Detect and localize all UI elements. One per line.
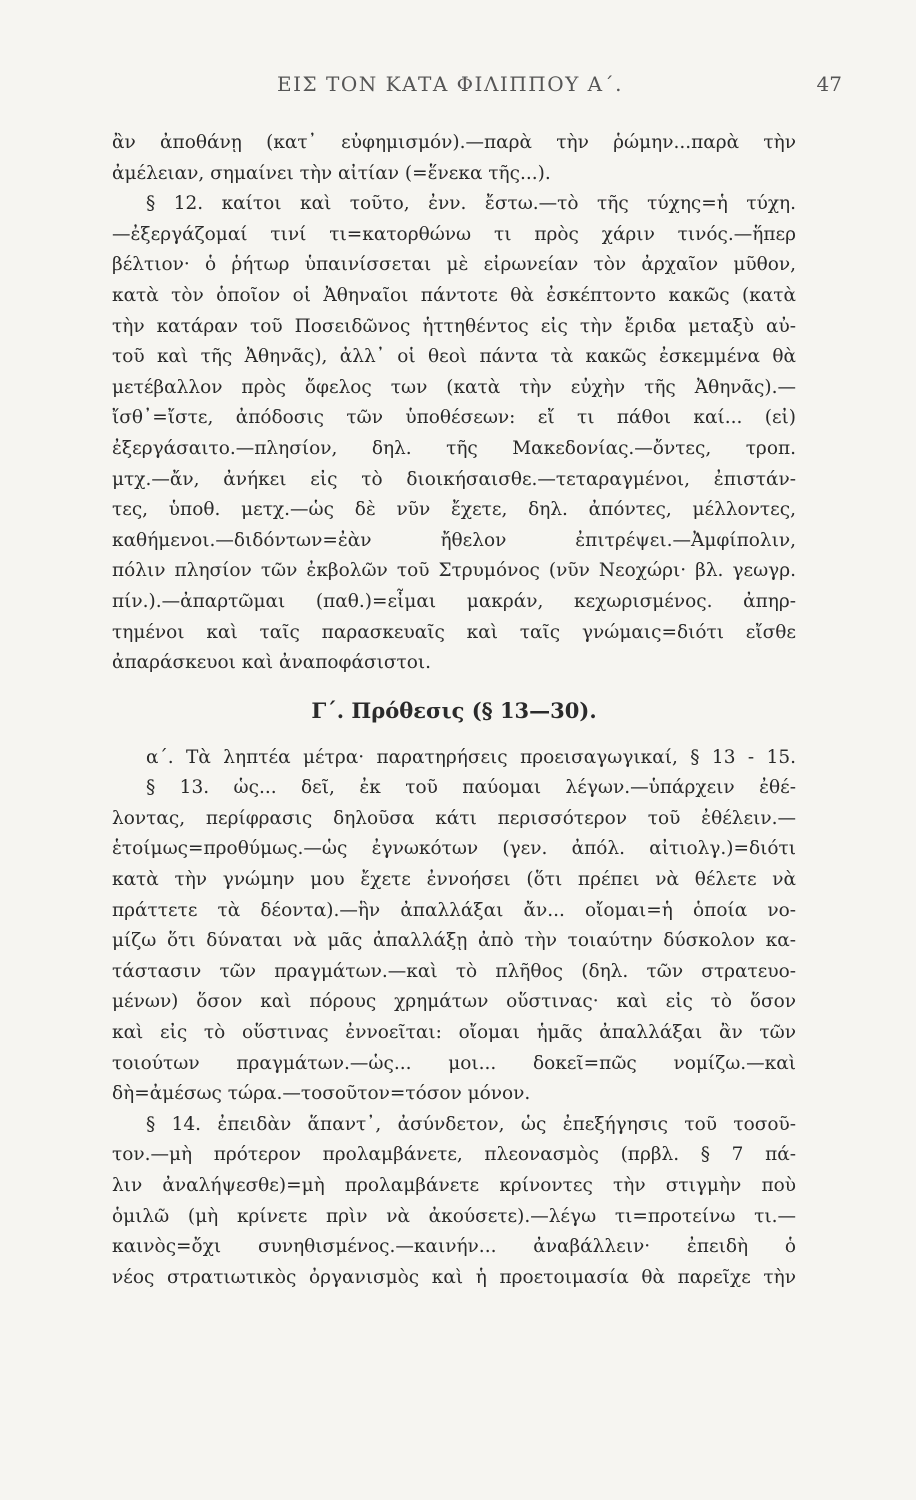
text-line: τάστασιν τῶν πραγμάτων.—καὶ τὸ πλῆθος (δηλ. τῶν στρατευο-	[112, 960, 796, 982]
text-line: πίν.).—ἀπαρτῶμαι (παθ.)=εἶμαι μακράν, κεχωρισμένος. ἀπηρ-	[112, 590, 796, 612]
paragraph-block-1	[112, 128, 796, 679]
text-line: κατὰ τὴν γνώμην μου ἔχετε ἐννοήσει (ὅτι πρέπει νὰ θέλετε νὰ	[112, 869, 796, 891]
commentary-text	[112, 128, 796, 1293]
text-line: ὁμιλῶ (μὴ κρίνετε πρὶν νὰ ἀκούσετε).—λέγω τι=προτείνω τι.—	[112, 1205, 796, 1227]
page-number: 47	[816, 72, 842, 96]
text-line: καινὸς=ὄχι συνηθισμένος.—καινήν... ἀναβάλλειν· ἐπειδὴ ὁ	[112, 1236, 796, 1258]
text-line: —ἐξεργάζομαί τινί τι=κατορθώνω τι πρὸς χάριν τινός.—ἥπερ	[112, 223, 796, 245]
text-line: α΄. Τὰ ληπτέα μέτρα· παρατηρήσεις προεισαγωγικαί, § 13 - 15.	[146, 746, 796, 768]
text-line: ἀπαράσκευοι καὶ ἀναποφάσιστοι.	[112, 652, 431, 674]
text-line: πόλιν πλησίον τῶν ἐκβολῶν τοῦ Στρυμόνος (νῦν Νεοχώρι· βλ. γεωγρ.	[112, 560, 796, 582]
text-line: βέλτιον· ὁ ῥήτωρ ὑπαινίσσεται μὲ εἰρωνείαν τὸν ἀρχαῖον μῦθον,	[112, 254, 796, 276]
text-line: ἀμέλειαν, σημαίνει τὴν αἰτίαν (=ἕνεκα τῆς...).	[112, 162, 551, 184]
text-line: ἂν ἀποθάνῃ (κατ᾽ εὐφημισμόν).—παρὰ τὴν ῥώμην...παρὰ τὴν	[112, 132, 796, 153]
text-line: νέος στρατιωτικὸς ὀργανισμὸς καὶ ἡ προετοιμασία θὰ παρεῖχε τὴν	[112, 1266, 796, 1288]
text-line: πράττετε τὰ δέοντα).—ἣν ἀπαλλάξαι ἄν... οἴομαι=ἡ ὁποία νο-	[112, 899, 796, 921]
text-line: καθήμενοι.—διδόντων=ἐὰν ἤθελον ἐπιτρέψει.—Ἀμφίπολιν,	[112, 529, 796, 551]
running-head	[100, 72, 842, 102]
text-line: τες, ὑποθ. μετχ.—ὡς δὲ νῦν ἔχετε, δηλ. ἀπόντες, μέλλοντες,	[112, 499, 796, 521]
text-line: § 13. ὡς... δεῖ, ἐκ τοῦ παύομαι λέγων.—ὑπάρχειν ἐθέ-	[146, 777, 796, 799]
text-line: λιν ἀναλήψεσθε)=μὴ προλαμβάνετε κρίνοντες τὴν στιγμὴν ποὺ	[112, 1175, 796, 1196]
text-line: μτχ.—ἄν, ἀνήκει εἰς τὸ διοικήσαισθε.—τεταραγμένοι, ἐπιστάν-	[112, 468, 796, 490]
text-line: ἑτοίμως=προθύμως.—ὡς ἐγνωκότων (γεν. ἀπόλ. αἰτιολγ.)=διότι	[112, 838, 796, 860]
text-line: δὴ=ἀμέσως τώρα.—τοσοῦτον=τόσον μόνον.	[112, 1083, 531, 1105]
text-line: τοῦ καὶ τῆς Ἀθηνᾶς), ἀλλ᾽ οἱ θεοὶ πάντα τὰ κακῶς ἐσκεμμένα θὰ	[112, 346, 796, 368]
text-line: § 12. καίτοι καὶ τοῦτο, ἐνν. ἔστω.—τὸ τῆς τύχης=ἡ τύχη.	[146, 193, 796, 215]
section-heading: Γ΄. Πρόθεσις (§ 13—30).	[311, 697, 597, 723]
text-line: μένων) ὅσον καὶ πόρους χρημάτων οὕστινας· καὶ εἰς τὸ ὅσον	[112, 991, 796, 1013]
text-line: τοιούτων πραγμάτων.—ὡς... μοι... δοκεῖ=πῶς νομίζω.—καὶ	[112, 1052, 796, 1074]
text-line: τημένοι καὶ ταῖς παρασκευαῖς καὶ ταῖς γνώμαις=διότι εἴσθε	[112, 621, 796, 643]
text-line: λοντας, περίφρασις δηλοῦσα κάτι περισσότερον τοῦ ἐθέλειν.—	[112, 807, 796, 829]
running-title: ΕΙΣ ΤΟΝ ΚΑΤΑ ΦΙΛΙΠΠΟΥ Α΄.	[277, 72, 623, 96]
text-line: ἴσθ᾽=ἴστε, ἀπόδοσις τῶν ὑποθέσεων: εἴ τι πάθοι καί... (εἰ)	[112, 407, 796, 429]
text-line: μετέβαλλον πρὸς ὄφελος των (κατὰ τὴν εὐχὴν τῆς Ἀθηνᾶς).—	[112, 376, 796, 398]
text-line: μίζω ὅτι δύναται νὰ μᾶς ἀπαλλάξῃ ἀπὸ τὴν τοιαύτην δύσκολον κα-	[112, 930, 796, 952]
text-line: τον.—μὴ πρότερον προλαμβάνετε, πλεονασμὸς (πρβλ. § 7 πά-	[112, 1144, 796, 1166]
text-line: καὶ εἰς τὸ οὕστινας ἐννοεῖται: οἴομαι ἡμᾶς ἀπαλλάξαι ἂν τῶν	[112, 1022, 796, 1044]
text-line: § 14. ἐπειδὰν ἅπαντ᾽, ἀσύνδετον, ὡς ἐπεξήγησις τοῦ τοσοῦ-	[146, 1113, 796, 1135]
paragraph-block-2	[112, 743, 796, 1294]
text-line: κατὰ τὸν ὁποῖον οἱ Ἀθηναῖοι πάντοτε θὰ ἐσκέπτοντο κακῶς (κατὰ	[112, 284, 796, 306]
text-line: τὴν κατάραν τοῦ Ποσειδῶνος ἡττηθέντος εἰς τὴν ἔριδα μεταξὺ αὐ-	[112, 315, 796, 337]
text-line: ἐξεργάσαιτο.—πλησίον, δηλ. τῆς Μακεδονίας.—ὄντες, τροπ.	[112, 437, 796, 459]
